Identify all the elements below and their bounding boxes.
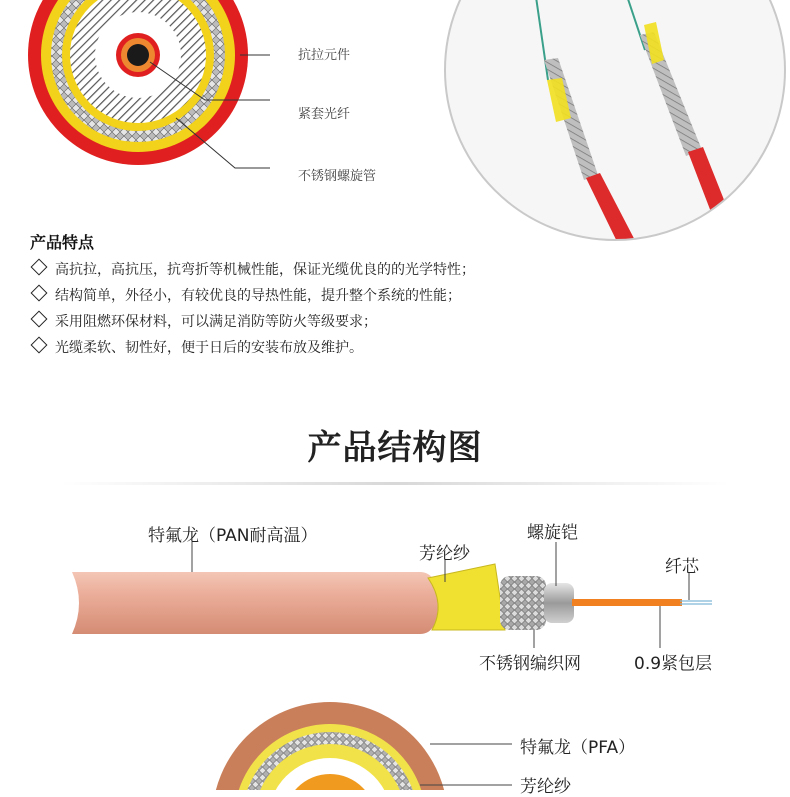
bottom-cable-cross-section xyxy=(0,690,790,790)
label-aramid: 芳纶纱 xyxy=(419,544,470,564)
label-tight-buffer-fiber: 紧套光纤 xyxy=(298,107,351,122)
features-title: 产品特点 xyxy=(30,233,95,252)
label-teflon: 特氟龙（PAN耐高温） xyxy=(148,526,318,546)
feature-item: 光缆柔软、韧性好，便于日后的安装布放及维护。 xyxy=(30,337,363,357)
teflon-jacket xyxy=(72,572,438,634)
label-spiral-armor: 螺旋铠 xyxy=(527,523,578,543)
diamond-bullet-icon xyxy=(31,259,48,276)
label-stainless-braid: 不锈钢编织网 xyxy=(479,654,581,674)
tight-buffer-fiber xyxy=(572,599,682,606)
diamond-bullet-icon xyxy=(31,337,48,354)
aramid-yarn xyxy=(428,564,505,630)
heading-divider xyxy=(0,478,790,490)
label-teflon-pfa: 特氟龙（PFA） xyxy=(520,738,636,758)
feature-item: 采用阻燃环保材料，可以满足消防等防火等级要求； xyxy=(30,311,377,331)
feature-item: 结构简单，外径小，有较优良的导热性能，提升整个系统的性能； xyxy=(30,285,461,305)
label-aramid-bottom: 芳纶纱 xyxy=(520,777,571,797)
label-tight-buffer: 0.9紧包层 xyxy=(634,654,713,674)
spiral-armor xyxy=(544,583,574,623)
structure-heading: 产品结构图 xyxy=(307,428,483,468)
label-stainless-spiral-tube: 不锈钢螺旋管 xyxy=(298,169,377,184)
diamond-bullet-icon xyxy=(31,285,48,302)
diamond-bullet-icon xyxy=(31,311,48,328)
label-strength-member: 抗拉元件 xyxy=(298,48,351,63)
feature-item: 高抗拉，高抗压，抗弯折等机械性能，保证光缆优良的的光学特性； xyxy=(30,259,475,279)
label-fiber-core: 纤芯 xyxy=(665,557,699,577)
stainless-braid xyxy=(500,576,546,630)
magnified-cable-photo xyxy=(440,0,790,270)
